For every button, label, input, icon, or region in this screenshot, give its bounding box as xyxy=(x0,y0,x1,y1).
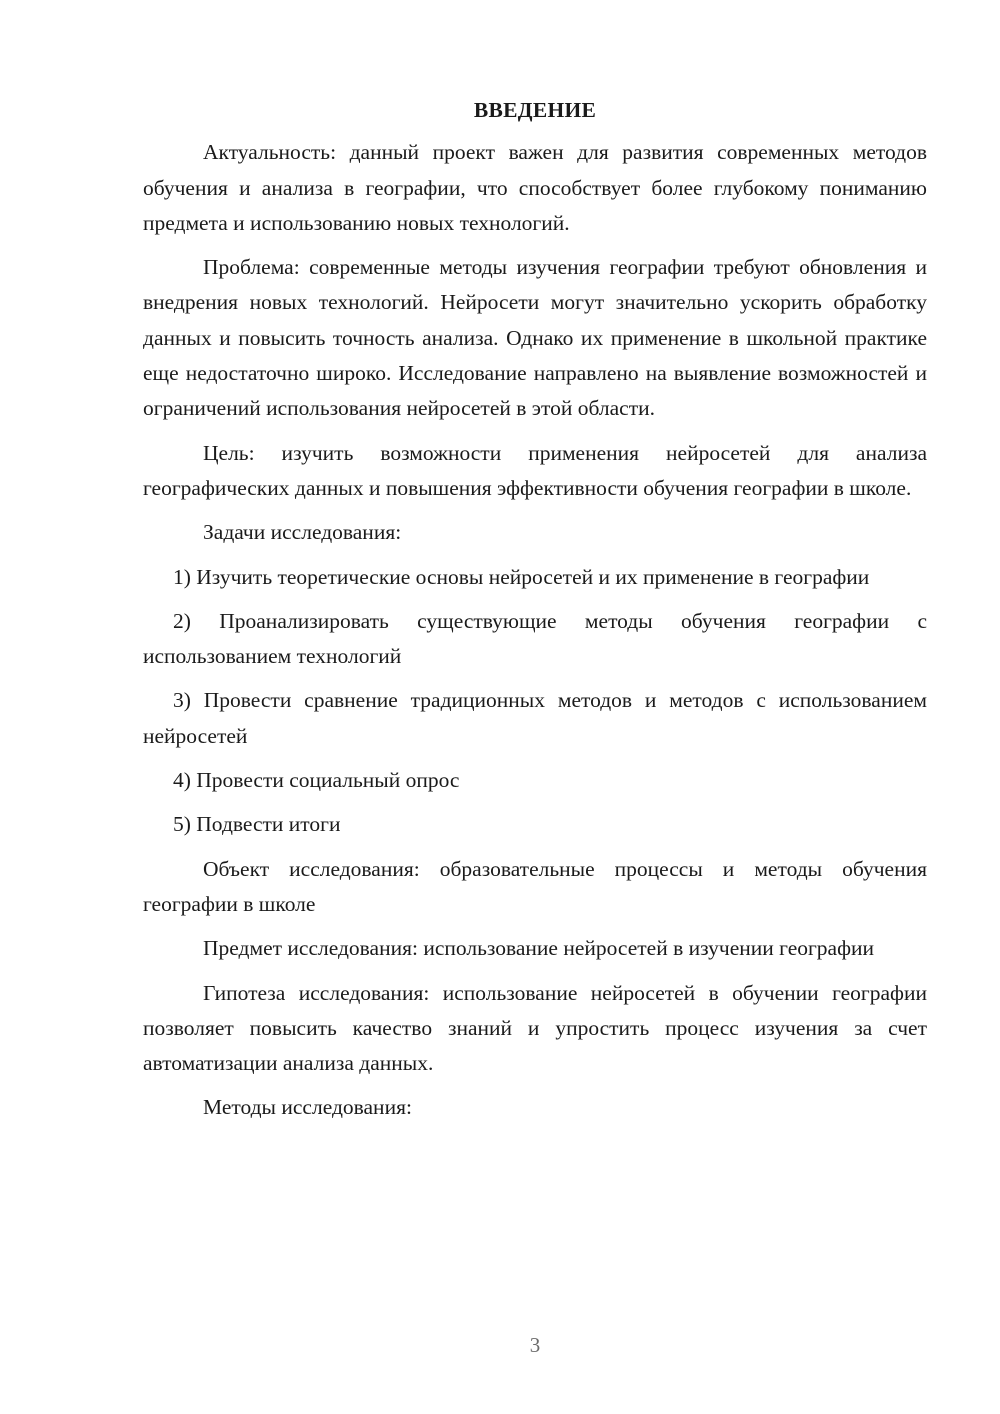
tasks-heading: Задачи исследования: xyxy=(203,520,402,545)
list-item: 1) Изучить теоретические основы нейросетей и их применение в географии xyxy=(173,564,870,589)
paragraph-relevance: Актуальность: данный проект важен для развития современных методов обучения и анализа в географии, что способствует более глубокому пониманию предмета и использованию новых технологий. xyxy=(143,140,927,235)
paragraph-object: Объект исследования: образовательные процессы и методы обучения географии в школе xyxy=(143,856,927,916)
methods-heading: Методы исследования: xyxy=(203,1095,412,1120)
page-title: ВВЕДЕНИЕ xyxy=(473,98,597,122)
paragraph-goal: Цель: изучить возможности применения нейросетей для анализа географических данных и повышения эффективности обучения географии в школе. xyxy=(143,440,927,500)
paragraph-problem: Проблема: современные методы изучения географии требуют обновления и внедрения новых технологий. Нейросети могут значительно ускорить обработку данных и повысить точность анализа. Однако их применение в школьной практике еще недостаточно широко. Исследование направлено на выявление возможностей и ограничений использования нейросетей в этой области. xyxy=(143,255,927,421)
list-item: 5) Подвести итоги xyxy=(173,812,341,837)
page-number: 3 xyxy=(529,1333,541,1357)
document-body xyxy=(143,93,927,1135)
tasks-list xyxy=(143,560,927,843)
list-item: 2) Проанализировать существующие методы обучения географии с использованием технологий xyxy=(143,608,927,669)
paragraph-hypothesis: Гипотеза исследования: использование нейросетей в обучении географии позволяет повысить качество знаний и упростить процесс изучения за счет автоматизации анализа данных. xyxy=(143,980,927,1076)
list-item: 4) Провести социальный опрос xyxy=(173,768,460,793)
list-item: 3) Провести сравнение традиционных методов и методов с использованием нейросетей xyxy=(143,688,927,748)
paragraph-subject: Предмет исследования: использование нейросетей в изучении географии xyxy=(203,936,875,961)
